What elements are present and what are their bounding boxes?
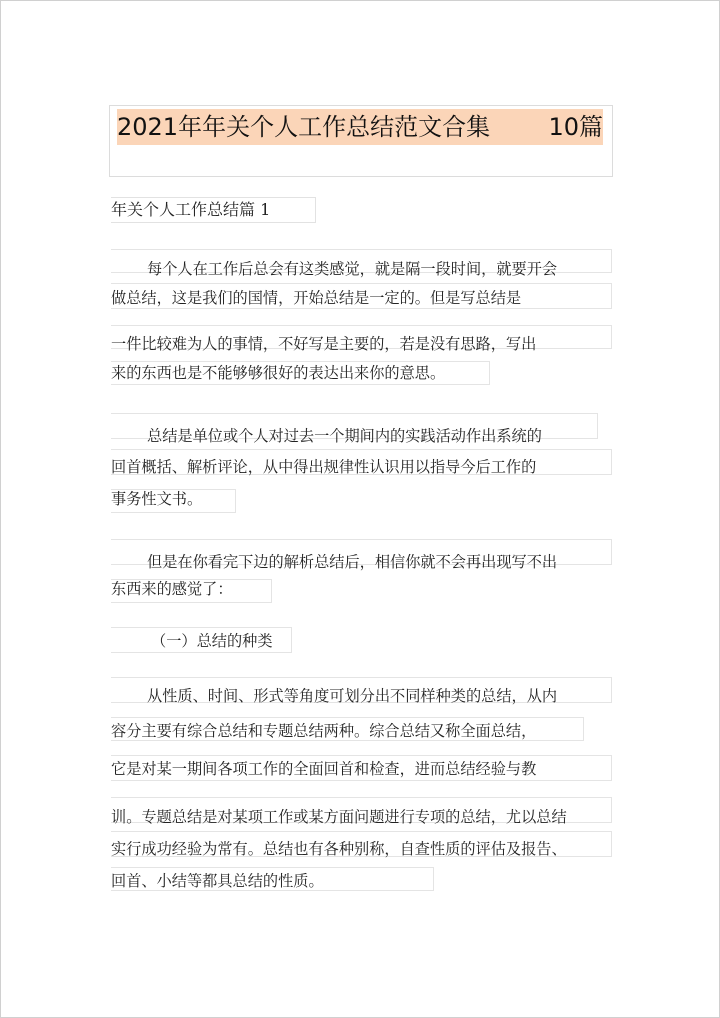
p2-line-1: 总结是单位或个人对过去一个期间内的实践活动作出系统的 xyxy=(147,427,542,445)
title-main: 2021年年关个人工作总结范文合集 xyxy=(117,113,491,141)
p4-line-6: 回首、小结等都具总结的性质。 xyxy=(111,872,324,890)
p4-line-1: 从性质、时间、形式等角度可划分出不同样种类的总结，从内 xyxy=(147,687,558,705)
title-count: 10篇 xyxy=(548,113,603,141)
p1-line-3: 一件比较难为人的事情，不好写是主要的，若是没有思路，写出 xyxy=(111,335,537,353)
p1-line-4: 来的东西也是不能够够很好的表达出来你的意思。 xyxy=(111,364,446,382)
p2-line-3: 事务性文书。 xyxy=(111,490,203,508)
p4-line-2: 容分主要有综合总结和专题总结两种。综合总结又称全面总结， xyxy=(111,722,537,740)
p3-line-2: 东西来的感觉了： xyxy=(111,580,233,598)
p2-line-2: 回首概括、解析评论，从中得出规律性认识用以指导今后工作的 xyxy=(111,458,537,476)
p4-line-5: 实行成功经验为常有。总结也有各种别称，自查性质的评估及报告、 xyxy=(111,840,567,858)
p3-line-1: 但是在你看完下边的解析总结后，相信你就不会再出现写不出 xyxy=(147,553,558,571)
p1-line-2: 做总结，这是我们的国情，开始总结是一定的。但是写总结是 xyxy=(111,289,522,307)
p4-line-4: 训。专题总结是对某项工作或某方面问题进行专项的总结，尤以总结 xyxy=(111,808,567,826)
subheading: （一）总结的种类 xyxy=(151,632,273,650)
p4-line-3: 它是对某一期间各项工作的全面回首和检查，进而总结经验与教 xyxy=(111,760,537,778)
page-title xyxy=(117,109,603,145)
section-heading: 年关个人工作总结篇 1 xyxy=(111,197,316,223)
p1-line-1: 每个人在工作后总会有这类感觉，就是隔一段时间，就要开会 xyxy=(147,260,558,278)
